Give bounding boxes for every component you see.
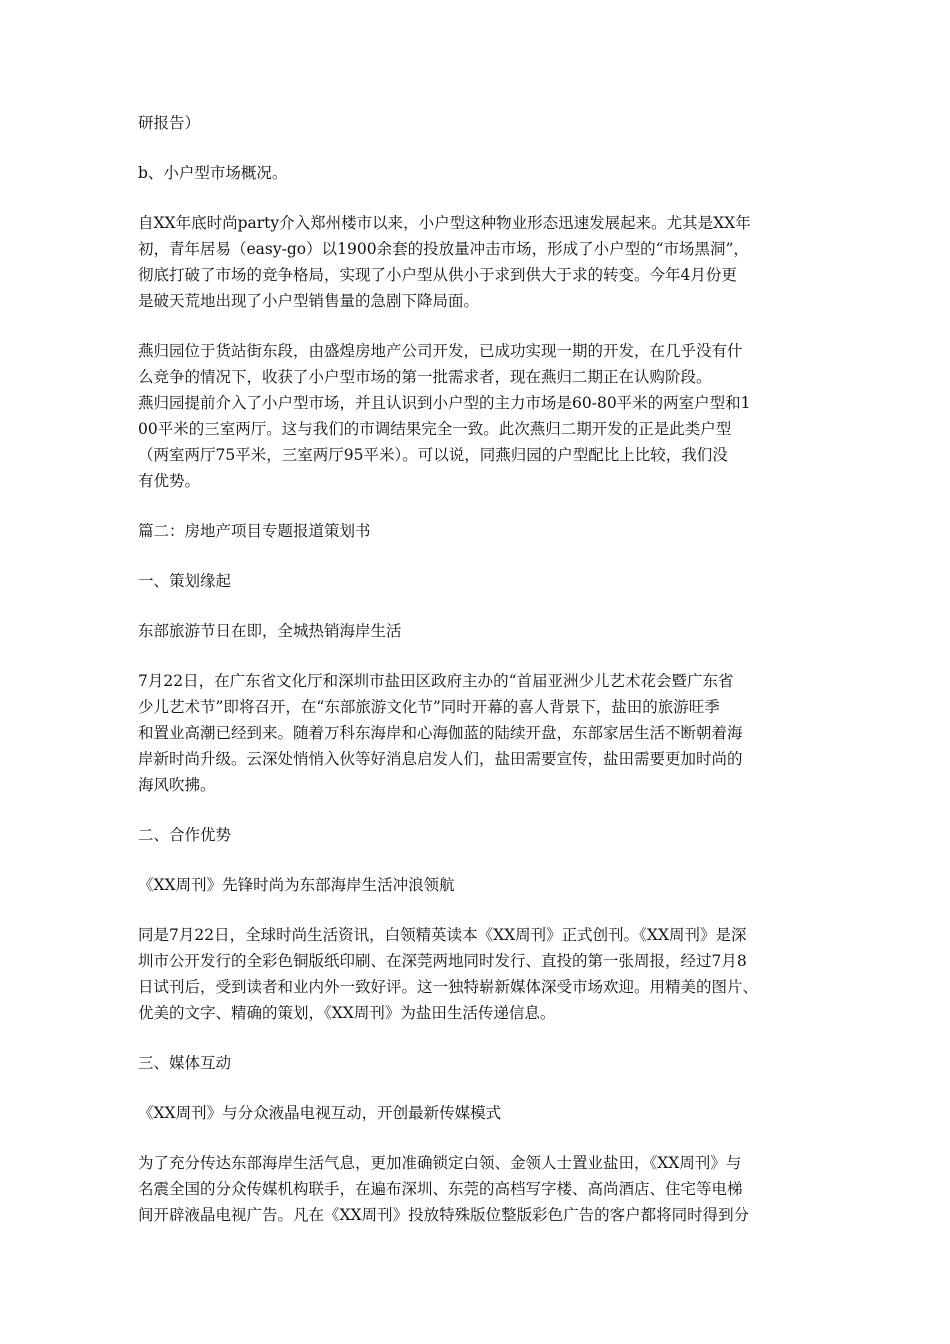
paragraph <box>138 110 828 136</box>
text-line: 有优势。 <box>138 472 201 490</box>
paragraph <box>138 668 828 798</box>
text-line: 燕归园提前介入了小户型市场，并且认识到小户型的主力市场是60-80平米的两室户型和1 <box>138 394 751 412</box>
text-line: 日试刊后，受到读者和业内外一致好评。这一独特崭新媒体深受市场欢迎。用精美的图片、 <box>138 978 759 996</box>
text-line: 岸新时尚升级。云深处悄悄入伙等好消息启发人们，盐田需要宣传，盐田需要更加时尚的 <box>138 750 743 768</box>
paragraph <box>138 822 828 848</box>
text-line: 00平米的三室两厅。这与我们的市调结果完全一致。此次燕归二期开发的正是此类户型 <box>138 420 732 438</box>
paragraph <box>138 160 828 186</box>
text-line: 少儿艺术节”即将召开，在“东部旅游文化节”同时开幕的喜人背景下，盐田的旅游旺季 <box>138 698 720 716</box>
text-line: 是破天荒地出现了小户型销售量的急剧下降局面。 <box>138 292 480 310</box>
paragraph <box>138 922 828 1026</box>
paragraph <box>138 568 828 594</box>
text-line: 三、媒体互动 <box>138 1054 232 1072</box>
text-line: 自XX年底时尚party介入郑州楼市以来，小户型这种物业形态迅速发展起来。尤其是XX年 <box>138 214 751 232</box>
text-line: 和置业高潮已经到来。随着万科东海岸和心海伽蓝的陆续开盘，东部家居生活不断朝着海 <box>138 724 743 742</box>
text-line: 彻底打破了市场的竞争格局，实现了小户型从供小于求到供大于求的转变。今年4月份更 <box>138 266 737 284</box>
text-line: 为了充分传达东部海岸生活气息，更加准确锁定白领、金领人士置业盐田，《XX周刊》与 <box>138 1154 742 1172</box>
paragraph <box>138 518 828 544</box>
text-line: 研报告） <box>138 114 201 132</box>
paragraph <box>138 210 828 314</box>
text-line: 一、策划缘起 <box>138 572 232 590</box>
text-line: （两室两厅75平米，三室两厅95平米）。可以说，同燕归园的户型配比上比较，我们没 <box>138 446 728 464</box>
paragraph <box>138 338 828 494</box>
paragraph <box>138 1100 828 1126</box>
paragraph <box>138 618 828 644</box>
text-line: 初，青年居易（easy-go）以1900余套的投放量冲击市场，形成了小户型的“市场黑洞”， <box>138 240 749 258</box>
paragraph <box>138 872 828 898</box>
text-line: 篇二：房地产项目专题报道策划书 <box>138 522 371 540</box>
text-line: 间开辟液晶电视广告。凡在《XX周刊》投放特殊版位整版彩色广告的客户都将同时得到分 <box>138 1206 750 1224</box>
text-line: 么竞争的情况下，收获了小户型市场的第一批需求者，现在燕归二期正在认购阶段。 <box>138 368 712 386</box>
text-line: b、小户型市场概况。 <box>138 164 288 182</box>
paragraph <box>138 1050 828 1076</box>
text-line: 圳市公开发行的全彩色铜版纸印刷、在深莞两地同时发行、直投的第一张周报，经过7月8 <box>138 952 747 970</box>
text-line: 《XX周刊》先锋时尚为东部海岸生活冲浪领航 <box>138 876 455 894</box>
text-line: 优美的文字、精确的策划，《XX周刊》为盐田生活传递信息。 <box>138 1004 556 1022</box>
text-line: 海风吹拂。 <box>138 776 216 794</box>
text-line: 燕归园位于货站街东段，由盛煌房地产公司开发，已成功实现一期的开发，在几乎没有什 <box>138 342 743 360</box>
text-line: 东部旅游节日在即，全城热销海岸生活 <box>138 622 402 640</box>
paragraph <box>138 1150 828 1228</box>
text-line: 名震全国的分众传媒机构联手，在遍布深圳、东莞的高档写字楼、高尚酒店、住宅等电梯 <box>138 1180 743 1198</box>
text-line: 二、合作优势 <box>138 826 232 844</box>
text-line: 《XX周刊》与分众液晶电视互动，开创最新传媒模式 <box>138 1104 502 1122</box>
document-body <box>138 110 828 1252</box>
text-line: 同是7月22日，全球时尚生活资讯，白领精英读本《XX周刊》正式创刊。《XX周刊》是深 <box>138 926 747 944</box>
text-line: 7月22日，在广东省文化厅和深圳市盐田区政府主办的“首届亚洲少儿艺术花会暨广东省 <box>138 672 734 690</box>
